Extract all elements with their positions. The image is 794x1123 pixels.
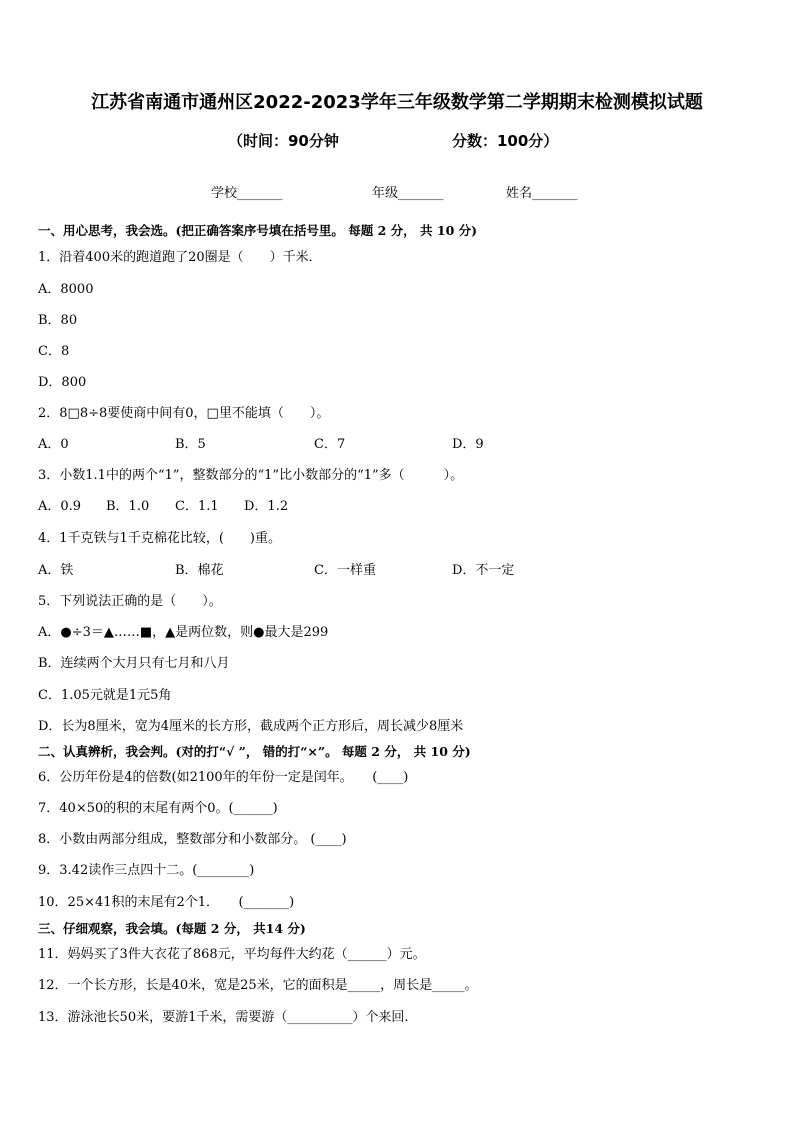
q1-option-c: C．8 [38, 344, 70, 359]
question-7: 7．40×50的积的末尾有两个0。(______) [38, 801, 278, 816]
question-9: 9．3.42读作三点四十二。(________) [38, 863, 255, 878]
q1-option-b: B．80 [38, 313, 78, 328]
q4-option-a: A．铁 [38, 563, 74, 578]
grade-field: 年级_______ [372, 186, 444, 201]
school-field: 学校_______ [211, 186, 283, 201]
q5-option-c: C．1.05元就是1元5角 [38, 688, 172, 703]
question-12: 12．一个长方形，长是40米，宽是25米，它的面积是_____，周长是_____。 [38, 978, 478, 993]
exam-score: 分数：100分） [452, 132, 559, 150]
section-2-heading: 二、认真辨析，我会判。(对的打“√ ”， 错的打“×”。 每题 2 分， 共 10 分) [38, 744, 471, 759]
q5-option-d: D．长为8厘米，宽为4厘米的长方形，截成两个正方形后，周长减少8厘米 [38, 719, 464, 734]
question-6: 6．公历年份是4的倍数(如2100年的年份一定是闰年。 (____) [38, 770, 409, 785]
section-1-heading: 一、用心思考，我会选。(把正确答案序号填在括号里。 每题 2 分， 共 10 分) [38, 223, 478, 238]
q2-option-b: B．5 [175, 437, 206, 452]
q4-option-c: C．一样重 [314, 563, 376, 578]
question-10: 10．25×41积的末尾有2个1． (_______) [38, 895, 295, 910]
q2-option-d: D．9 [452, 437, 484, 452]
question-11: 11．妈妈买了3件大衣花了868元，平均每件大约花（______）元。 [38, 947, 426, 962]
name-field: 姓名_______ [506, 186, 578, 201]
section-3-heading: 三、仔细观察，我会填。(每题 2 分， 共14 分) [38, 921, 306, 936]
exam-time: （时间：90分钟 [228, 132, 339, 150]
q3-option-a: A．0.9 [38, 499, 82, 514]
q3-option-d: D．1.2 [244, 499, 289, 514]
page-title: 江苏省南通市通州区2022-2023学年三年级数学第二学期期末检测模拟试题 [91, 92, 703, 113]
q1-option-a: A．8000 [38, 282, 94, 297]
question-1: 1．沿着400米的跑道跑了20圈是（ ）千米． [38, 250, 322, 265]
q3-option-c: C．1.1 [175, 499, 219, 514]
question-5: 5．下列说法正确的是（ ）。 [38, 594, 222, 609]
q5-option-a: A．●÷3＝▲……■，▲是两位数，则●最大是299 [38, 625, 329, 640]
q4-option-d: D．不一定 [452, 563, 515, 578]
question-2: 2．8□8÷8要使商中间有0，□里不能填（ ）。 [38, 406, 330, 421]
q5-option-b: B．连续两个大月只有七月和八月 [38, 656, 230, 671]
q2-option-c: C．7 [314, 437, 346, 452]
question-3: 3．小数1.1中的两个“1”，整数部分的“1”比小数部分的“1”多（ ）。 [38, 468, 464, 483]
q1-option-d: D．800 [38, 375, 87, 390]
question-8: 8．小数由两部分组成，整数部分和小数部分。 (____) [38, 832, 347, 847]
question-13: 13．游泳池长50米，要游1千米，需要游（__________）个来回. [38, 1010, 409, 1025]
q2-option-a: A．0 [38, 437, 69, 452]
q3-option-b: B．1.0 [106, 499, 150, 514]
q4-option-b: B．棉花 [175, 563, 224, 578]
question-4: 4．1千克铁与1千克棉花比较，( )重。 [38, 531, 281, 546]
